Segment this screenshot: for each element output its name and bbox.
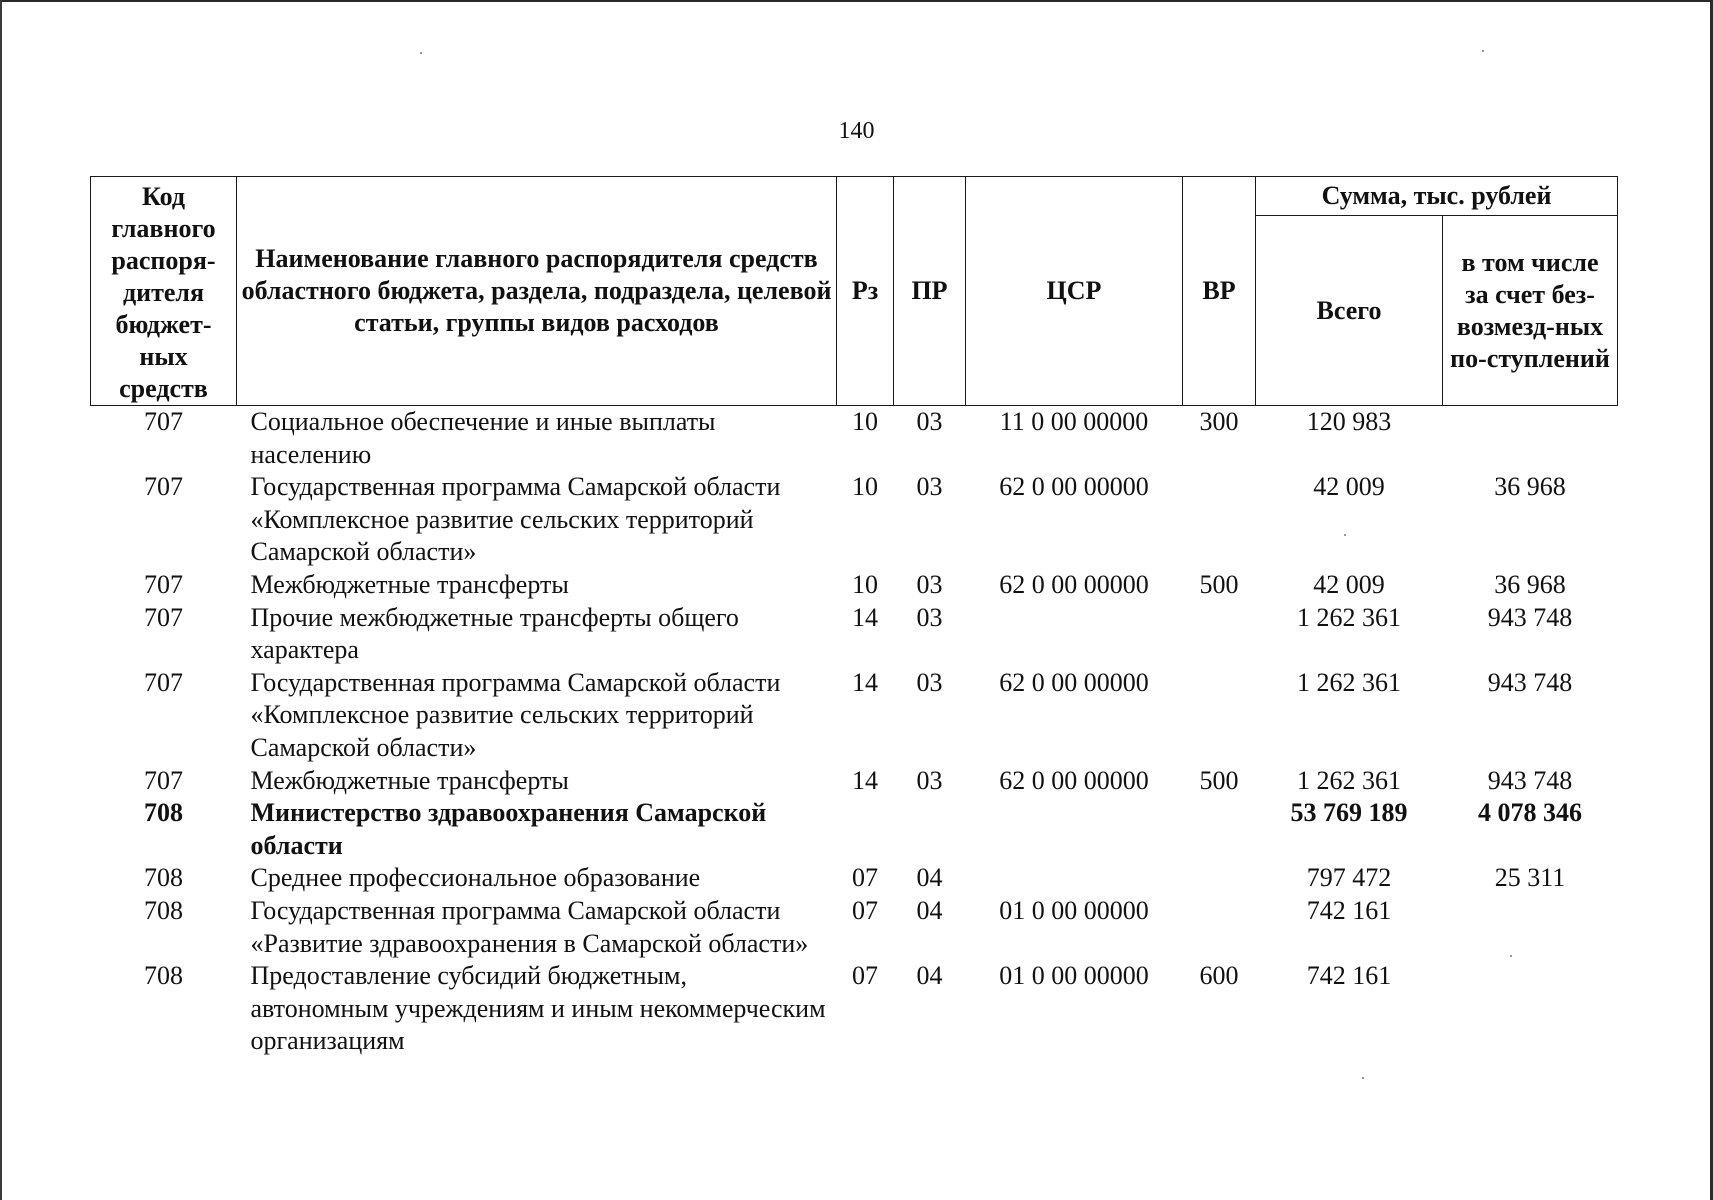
cell-rz: 07 bbox=[852, 961, 878, 991]
cell-pr: 03 bbox=[916, 407, 943, 436]
cell-name: Министерство здравоохранения Самарской области bbox=[250, 798, 767, 860]
cell-pr bbox=[894, 797, 966, 862]
header-vr: ВР bbox=[1183, 177, 1256, 406]
cell-csr: 62 0 00 00000 bbox=[999, 569, 1149, 599]
header-gratuitous: в том числе за счет без-возмезд-ных по-ступлений bbox=[1443, 216, 1618, 406]
cell-rz: 07 bbox=[852, 863, 878, 893]
cell-code: 707 bbox=[144, 765, 183, 795]
cell-name: Государственная программа Самарской области «Развитие здравоохранения в Самарской области» bbox=[250, 895, 809, 958]
scan-speck bbox=[420, 52, 422, 54]
cell-rz: 14 bbox=[852, 667, 878, 697]
cell-total: 1 262 361 bbox=[1297, 602, 1401, 632]
header-pr: ПР bbox=[894, 177, 966, 406]
cell-vr: 500 bbox=[1199, 765, 1239, 795]
cell-name: Государственная программа Самарской области «Комплексное развитие сельских территорий Самарской области» bbox=[250, 472, 781, 567]
cell-pr: 03 bbox=[916, 667, 943, 697]
cell-vr: 300 bbox=[1199, 407, 1239, 436]
cell-name: Предоставление субсидий бюджетным, автономным учреждениям и иным некоммерческим организациям bbox=[250, 961, 826, 1056]
cell-total: 53 769 189 bbox=[1290, 798, 1408, 828]
scan-edge-left bbox=[0, 0, 2, 1200]
cell-total: 42 009 bbox=[1313, 472, 1385, 502]
cell-grat: 25 311 bbox=[1494, 863, 1566, 893]
table-row bbox=[91, 406, 1618, 472]
cell-rz: 10 bbox=[852, 472, 878, 502]
cell-rz: 07 bbox=[852, 895, 878, 925]
header-code: Код главного распоря-дителя бюджет-ных средств bbox=[91, 177, 237, 406]
cell-rz: 14 bbox=[852, 765, 878, 795]
cell-code: 707 bbox=[144, 407, 183, 436]
cell-code: 707 bbox=[144, 569, 183, 599]
cell-csr: 11 0 00 00000 bbox=[999, 407, 1149, 436]
cell-rz: 10 bbox=[852, 407, 878, 436]
table-row bbox=[91, 765, 1618, 798]
cell-grat: 943 748 bbox=[1487, 667, 1573, 697]
cell-pr: 03 bbox=[916, 602, 943, 632]
scan-speck bbox=[1362, 1077, 1364, 1079]
cell-code: 708 bbox=[144, 798, 183, 828]
cell-code: 707 bbox=[144, 472, 183, 502]
cell-code: 708 bbox=[144, 961, 183, 991]
table-row bbox=[91, 569, 1618, 602]
cell-total: 42 009 bbox=[1313, 569, 1385, 599]
cell-total: 120 983 bbox=[1306, 407, 1392, 436]
cell-vr bbox=[1183, 862, 1256, 895]
cell-vr bbox=[1183, 797, 1256, 862]
cell-grat bbox=[1443, 960, 1618, 1058]
header-csr: ЦСР bbox=[966, 177, 1183, 406]
cell-csr bbox=[966, 602, 1183, 667]
header-name: Наименование главного распорядителя средств областного бюджета, раздела, подраздела, целевой статьи, группы видов расходов bbox=[237, 177, 837, 406]
cell-name: Межбюджетные трансферты bbox=[250, 765, 569, 795]
cell-vr bbox=[1183, 602, 1256, 667]
table-header bbox=[91, 177, 1618, 406]
table-row bbox=[91, 895, 1618, 960]
cell-pr: 03 bbox=[916, 765, 943, 795]
header-rz: Рз bbox=[837, 177, 894, 406]
cell-name: Государственная программа Самарской области «Комплексное развитие сельских территорий Самарской области» bbox=[250, 667, 781, 762]
cell-rz: 14 bbox=[852, 602, 878, 632]
table-row bbox=[91, 602, 1618, 667]
table-row bbox=[91, 797, 1618, 862]
cell-csr: 62 0 00 00000 bbox=[999, 667, 1149, 697]
cell-name: Социальное обеспечение и иные выплаты населению bbox=[250, 407, 716, 469]
cell-pr: 04 bbox=[916, 895, 943, 925]
cell-grat: 943 748 bbox=[1487, 602, 1573, 632]
cell-grat: 36 968 bbox=[1494, 569, 1566, 599]
table-row bbox=[91, 471, 1618, 569]
cell-vr bbox=[1183, 895, 1256, 960]
cell-csr bbox=[966, 862, 1183, 895]
cell-name: Прочие межбюджетные трансферты общего характера bbox=[250, 602, 739, 665]
budget-table bbox=[90, 176, 1618, 1058]
cell-vr: 600 bbox=[1199, 961, 1239, 991]
cell-pr: 03 bbox=[916, 472, 943, 502]
cell-total: 742 161 bbox=[1306, 961, 1392, 991]
scan-speck bbox=[1344, 534, 1346, 536]
cell-vr bbox=[1183, 667, 1256, 765]
cell-vr bbox=[1183, 471, 1256, 569]
scan-speck bbox=[1510, 955, 1512, 957]
cell-code: 707 bbox=[144, 602, 183, 632]
cell-total: 797 472 bbox=[1306, 863, 1392, 893]
table-row bbox=[91, 667, 1618, 765]
cell-pr: 04 bbox=[916, 863, 943, 893]
cell-csr: 01 0 00 00000 bbox=[999, 961, 1149, 991]
cell-total: 1 262 361 bbox=[1297, 765, 1401, 795]
scan-edge-top bbox=[0, 0, 1713, 2]
cell-pr: 04 bbox=[916, 961, 943, 991]
table-row bbox=[91, 862, 1618, 895]
cell-rz: 10 bbox=[852, 569, 878, 599]
cell-csr: 01 0 00 00000 bbox=[999, 895, 1149, 925]
header-total: Всего bbox=[1256, 216, 1443, 406]
cell-total: 1 262 361 bbox=[1297, 667, 1401, 697]
table-row bbox=[91, 960, 1618, 1058]
cell-code: 708 bbox=[144, 895, 183, 925]
cell-name: Среднее профессиональное образование bbox=[250, 863, 701, 893]
header-sum: Сумма, тыс. рублей bbox=[1256, 177, 1618, 216]
cell-csr: 62 0 00 00000 bbox=[999, 765, 1149, 795]
cell-grat bbox=[1443, 895, 1618, 960]
cell-grat: 36 968 bbox=[1494, 472, 1566, 502]
cell-csr bbox=[966, 797, 1183, 862]
cell-vr: 500 bbox=[1199, 569, 1239, 599]
cell-csr: 62 0 00 00000 bbox=[999, 472, 1149, 502]
table-body bbox=[91, 406, 1618, 1058]
cell-total: 742 161 bbox=[1306, 895, 1392, 925]
cell-rz bbox=[837, 797, 894, 862]
cell-code: 708 bbox=[144, 863, 183, 893]
cell-code: 707 bbox=[144, 667, 183, 697]
page-number: 140 bbox=[838, 118, 875, 144]
cell-grat: 4 078 346 bbox=[1478, 798, 1582, 828]
cell-grat bbox=[1443, 406, 1618, 472]
scan-speck bbox=[1482, 50, 1484, 52]
cell-name: Межбюджетные трансферты bbox=[250, 569, 569, 599]
cell-grat: 943 748 bbox=[1487, 765, 1573, 795]
cell-pr: 03 bbox=[916, 569, 943, 599]
